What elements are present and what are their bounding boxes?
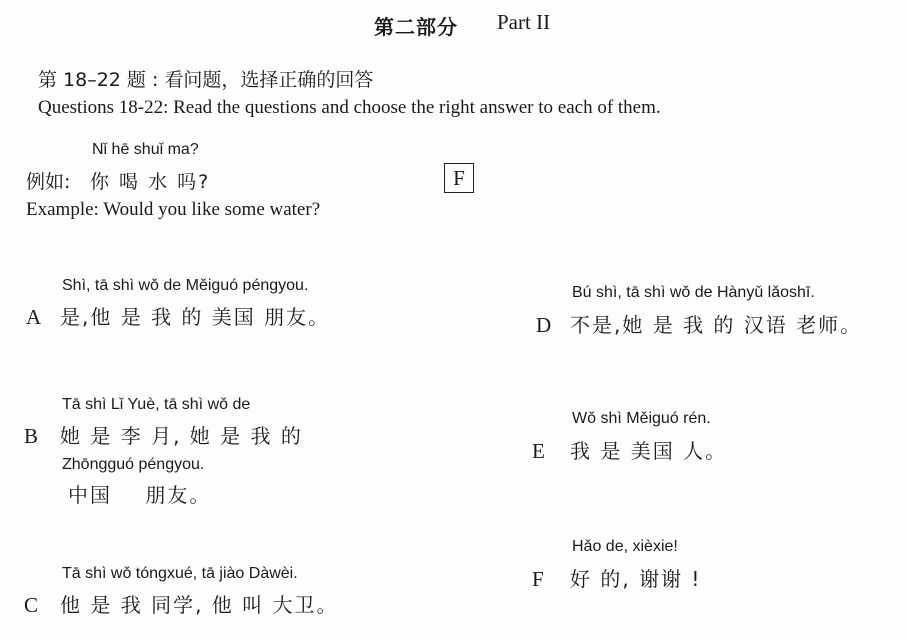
option-b-chinese-2: 中国 朋友。 <box>68 483 212 507</box>
option-f-letter: F <box>532 567 544 591</box>
option-d-letter: D <box>536 313 552 337</box>
instructions-zh: 第 18–22 题 : 看问题，选择正确的回答 <box>38 69 374 91</box>
option-b-pinyin: Tā shì Lǐ Yuè, tā shì wǒ de <box>62 396 251 413</box>
option-a-chinese: 是,他 是 我 的 美国 朋友。 <box>60 305 331 329</box>
option-b-chinese: 她 是 李 月, 她 是 我 的 <box>60 424 303 448</box>
instructions-en: Questions 18-22: Read the questions and choose the right answer to each of them. <box>38 97 661 118</box>
option-e-pinyin: Wǒ shì Měiguó rén. <box>572 410 711 427</box>
option-f-pinyin: Hǎo de, xièxie! <box>572 538 678 555</box>
example-answer: F <box>453 165 465 190</box>
option-c-chinese: 他 是 我 同学, 他 叫 大卫。 <box>60 593 339 617</box>
example-label: 例如: <box>26 171 71 193</box>
option-d-chinese: 不是,她 是 我 的 汉语 老师。 <box>570 313 863 337</box>
example-pinyin: Nǐ hē shuǐ ma? <box>92 141 199 158</box>
option-b-pinyin-2: Zhōngguó péngyou. <box>62 456 205 473</box>
option-a-letter: A <box>26 305 42 329</box>
option-c-letter: C <box>24 593 39 617</box>
option-c-pinyin: Tā shì wǒ tóngxué, tā jiào Dàwèi. <box>62 565 298 582</box>
example-answer-box <box>444 163 474 193</box>
option-e-letter: E <box>532 439 545 463</box>
example-chinese: 你 喝 水 吗? <box>90 171 211 193</box>
option-a-pinyin: Shì, tā shì wǒ de Měiguó péngyou. <box>62 277 309 294</box>
example-english: Example: Would you like some water? <box>26 199 321 220</box>
section-title-zh: 第二部分 <box>374 15 458 39</box>
option-d-pinyin: Bú shì, tā shì wǒ de Hànyǔ lǎoshī. <box>572 284 815 301</box>
section-title-en: Part II <box>497 10 551 34</box>
option-b-letter: B <box>24 424 39 448</box>
option-f-chinese: 好 的, 谢谢 ! <box>570 567 702 591</box>
option-e-chinese: 我 是 美国 人。 <box>570 439 728 463</box>
